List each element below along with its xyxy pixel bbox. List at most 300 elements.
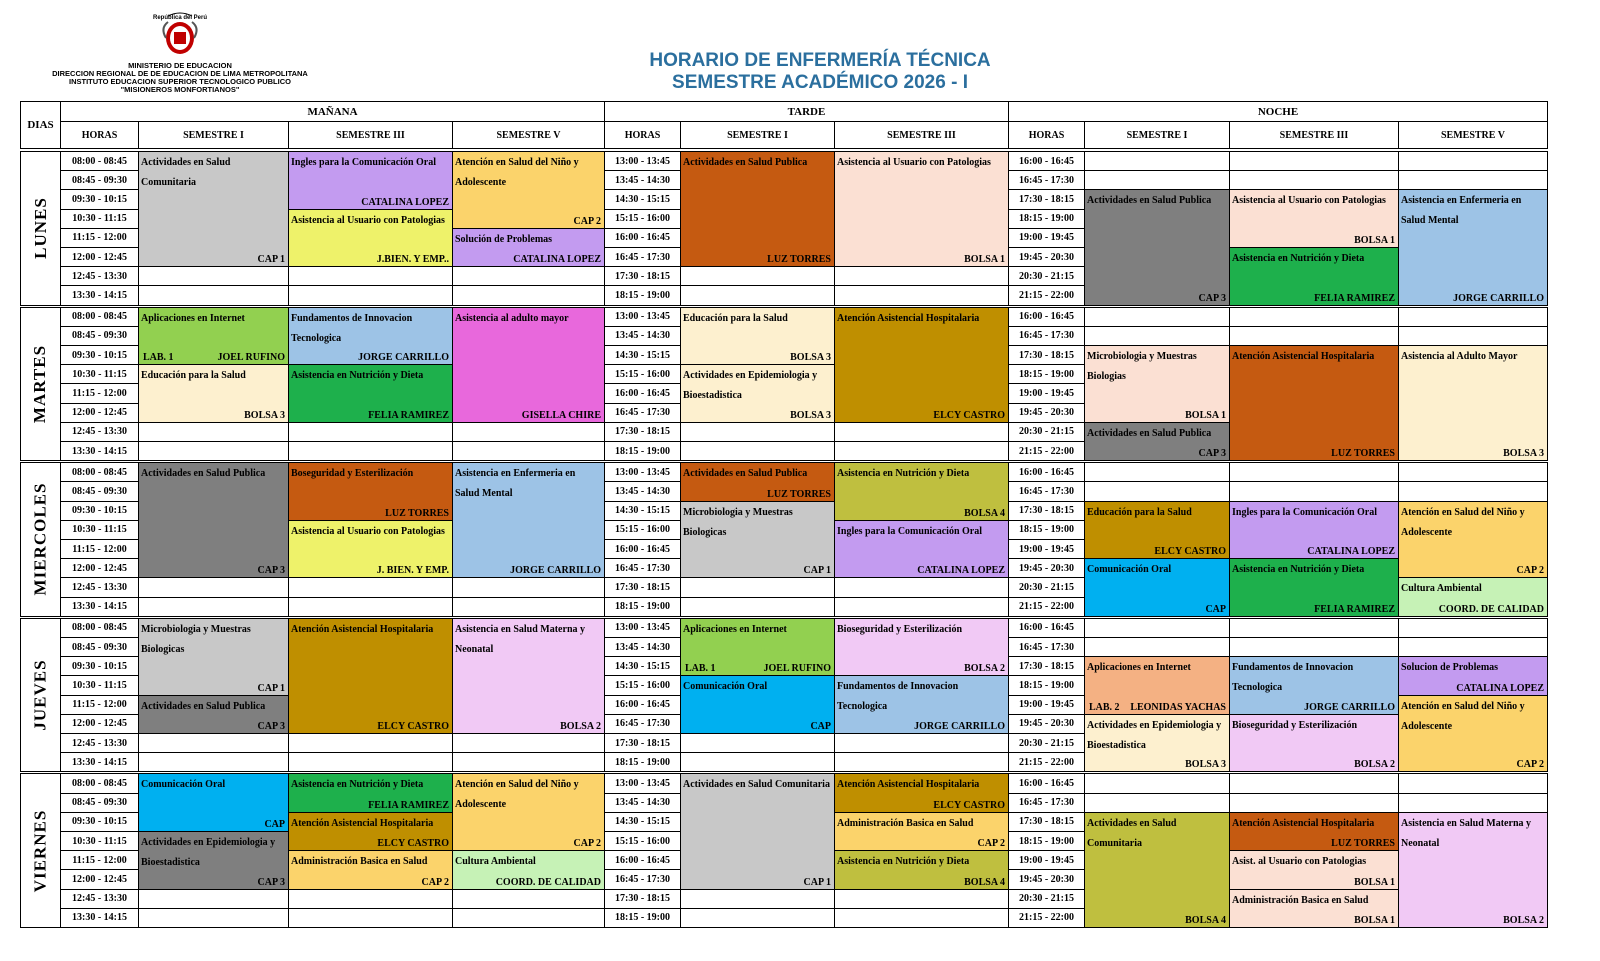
- course-block[interactable]: [452, 618, 605, 734]
- column-header-label: HORAS: [1028, 129, 1065, 141]
- empty-slot: [1084, 307, 1230, 327]
- course-block[interactable]: [1398, 695, 1548, 773]
- shift-label: TARDE: [787, 105, 826, 118]
- hour-cell: [604, 773, 681, 793]
- hour-label: 16:45 - 17:30: [1019, 174, 1074, 186]
- course-block[interactable]: [1398, 656, 1548, 695]
- course-name: Ingles para la Comunicación Oral: [1232, 506, 1378, 518]
- hour-cell: [604, 501, 681, 521]
- course-teacher: CATALINA LOPEZ: [1307, 546, 1395, 558]
- empty-slot: [1398, 793, 1548, 813]
- hour-label: 17:30 - 18:15: [1019, 816, 1074, 828]
- course-name: Asistencia al Usuario con Patologias: [291, 214, 445, 226]
- hour-cell: [1008, 520, 1085, 540]
- hour-cell: [60, 637, 139, 657]
- hour-label: 21:15 - 22:00: [1019, 445, 1074, 457]
- hour-label: 14:30 - 15:15: [615, 816, 670, 828]
- course-block[interactable]: [138, 364, 289, 423]
- hour-label: 09:30 - 10:15: [72, 816, 127, 828]
- empty-slot: [452, 597, 605, 617]
- empty-slot: [1229, 793, 1399, 813]
- course-block[interactable]: [288, 364, 453, 423]
- hour-label: 12:45 - 13:30: [72, 893, 127, 905]
- hour-cell: [604, 422, 681, 442]
- course-block[interactable]: [834, 618, 1009, 677]
- hour-cell: [1008, 539, 1085, 559]
- course-name: Asist. al Usuario con Patologias: [1232, 856, 1367, 868]
- hour-label: 20:30 - 21:15: [1019, 426, 1074, 438]
- course-name: Atención en Salud del Niño y Adolescente: [1401, 506, 1525, 538]
- course-teacher: BOLSA 3: [1185, 759, 1226, 771]
- course-name: Actividades en Epidemiologia y Bioestadistica: [141, 837, 276, 868]
- hour-cell: [604, 383, 681, 403]
- hour-label: 08:45 - 09:30: [72, 174, 127, 186]
- empty-slot: [680, 597, 835, 617]
- hour-label: 15:15 - 16:00: [615, 213, 670, 225]
- course-teacher: BOLSA 1: [1354, 234, 1395, 246]
- course-block[interactable]: [138, 695, 289, 734]
- course-teacher: CATALINA LOPEZ: [1456, 682, 1544, 694]
- hour-label: 16:45 - 17:30: [615, 873, 670, 885]
- course-block[interactable]: [288, 812, 453, 851]
- course-block[interactable]: [1084, 812, 1230, 928]
- hour-cell: [604, 247, 681, 267]
- course-name: Actividades en Salud Publica: [1087, 427, 1212, 439]
- hour-cell: [60, 228, 139, 248]
- course-block[interactable]: [1229, 812, 1399, 851]
- hour-label: 19:45 - 20:30: [1019, 407, 1074, 419]
- day-label-lunes: [20, 151, 61, 306]
- hour-cell: [604, 558, 681, 578]
- course-block[interactable]: [288, 462, 453, 521]
- hour-cell: [604, 908, 681, 928]
- empty-slot: [1084, 618, 1230, 638]
- course-name: Comunicación Oral: [1087, 564, 1172, 576]
- empty-slot: [1084, 637, 1230, 657]
- hour-cell: [60, 618, 139, 638]
- hour-label: 14:30 - 15:15: [615, 193, 670, 205]
- course-teacher: LUZ TORRES: [1331, 448, 1395, 460]
- course-block[interactable]: [834, 151, 1009, 267]
- empty-slot: [452, 577, 605, 597]
- course-name: Microbiologia y Muestras Biologicas: [141, 623, 251, 655]
- hour-label: 19:45 - 20:30: [1019, 562, 1074, 574]
- hour-label: 16:00 - 16:45: [1019, 622, 1074, 634]
- hour-label: 15:15 - 16:00: [615, 679, 670, 691]
- course-block[interactable]: [834, 773, 1009, 812]
- hour-cell: [1008, 773, 1085, 793]
- hour-cell: [1008, 247, 1085, 267]
- hour-label: 18:15 - 19:00: [1019, 679, 1074, 691]
- empty-slot: [1398, 307, 1548, 327]
- republic-label: República del Perú: [152, 15, 207, 21]
- empty-slot: [680, 577, 835, 597]
- hour-cell: [1008, 151, 1085, 171]
- hour-cell: [1008, 714, 1085, 734]
- hour-label: 11:15 - 12:00: [72, 232, 127, 244]
- course-block[interactable]: [138, 618, 289, 696]
- empty-slot: [680, 889, 835, 909]
- empty-slot: [138, 441, 289, 461]
- hour-label: 14:30 - 15:15: [615, 660, 670, 672]
- course-name: Asistencia en Enfermeria en Salud Mental: [1401, 195, 1522, 227]
- hour-cell: [604, 364, 681, 384]
- course-block[interactable]: [138, 462, 289, 578]
- course-block[interactable]: [1229, 345, 1399, 461]
- empty-slot: [452, 908, 605, 928]
- hour-cell: [60, 403, 139, 423]
- hour-cell: [60, 326, 139, 346]
- hour-label: 18:15 - 19:00: [1019, 213, 1074, 225]
- hour-label: 17:30 - 18:15: [615, 270, 670, 282]
- course-block[interactable]: [452, 228, 605, 267]
- course-block[interactable]: [288, 307, 453, 366]
- hour-cell: [1008, 733, 1085, 753]
- course-block[interactable]: [452, 307, 605, 423]
- empty-slot: [1398, 637, 1548, 657]
- course-block[interactable]: [138, 307, 289, 366]
- course-teacher: BOLSA 4: [1185, 914, 1226, 926]
- hour-cell: [604, 228, 681, 248]
- hour-cell: [60, 209, 139, 229]
- course-teacher: BOLSA 3: [790, 352, 831, 364]
- course-name: Asistencia en Enfermeria en Salud Mental: [455, 468, 576, 500]
- empty-slot: [288, 441, 453, 461]
- hour-cell: [60, 597, 139, 617]
- course-name: Actividades en Salud Publica: [141, 700, 266, 712]
- hour-cell: [604, 675, 681, 695]
- course-block[interactable]: [834, 675, 1009, 734]
- course-block[interactable]: [1398, 501, 1548, 579]
- hour-cell: [604, 520, 681, 540]
- course-teacher: BOLSA 1: [1185, 409, 1226, 421]
- course-block[interactable]: [288, 520, 453, 579]
- course-block[interactable]: [288, 850, 453, 889]
- empty-slot: [1229, 462, 1399, 482]
- course-teacher: CAP 1: [257, 682, 285, 694]
- course-block[interactable]: [1084, 558, 1230, 617]
- course-block[interactable]: [1398, 812, 1548, 928]
- course-name: Atención Asistencial Hospitalaria: [837, 779, 980, 791]
- course-name: Comunicación Oral: [141, 779, 226, 791]
- hour-cell: [60, 812, 139, 832]
- hour-label: 10:30 - 11:15: [72, 524, 127, 536]
- hour-cell: [60, 793, 139, 813]
- empty-slot: [452, 889, 605, 909]
- column-header-label: HORAS: [624, 129, 661, 141]
- course-block[interactable]: [680, 462, 835, 501]
- course-block[interactable]: [680, 307, 835, 366]
- course-block[interactable]: [1229, 558, 1399, 617]
- hour-cell: [1008, 326, 1085, 346]
- hour-cell: [604, 189, 681, 209]
- column-header-label: SEMESTRE V: [496, 129, 561, 141]
- hour-label: 18:15 - 19:00: [615, 445, 670, 457]
- hour-label: 13:00 - 13:45: [615, 622, 670, 634]
- hour-label: 19:00 - 19:45: [1019, 387, 1074, 399]
- course-teacher: BOLSA 4: [964, 876, 1005, 888]
- hour-label: 12:45 - 13:30: [72, 426, 127, 438]
- course-block[interactable]: [288, 151, 453, 210]
- hour-label: 18:15 - 19:00: [615, 601, 670, 613]
- course-name: Solución de Problemas: [455, 233, 553, 245]
- course-teacher: LUZ TORRES: [767, 254, 831, 266]
- course-block[interactable]: [680, 501, 835, 579]
- dias-header: [20, 101, 61, 149]
- course-block[interactable]: [680, 773, 835, 889]
- course-name: Asistencia al Usuario con Patologias: [1232, 195, 1386, 207]
- empty-slot: [138, 266, 289, 286]
- course-block[interactable]: [680, 618, 835, 677]
- course-name: Microbiologia y Muestras Biologicas: [683, 506, 793, 538]
- course-block[interactable]: [1084, 714, 1230, 773]
- course-block[interactable]: [834, 812, 1009, 851]
- empty-slot: [138, 733, 289, 753]
- hour-label: 08:45 - 09:30: [72, 330, 127, 342]
- course-name: Administración Basica en Salud: [837, 817, 974, 829]
- empty-slot: [138, 577, 289, 597]
- empty-slot: [288, 752, 453, 772]
- column-header-label: SEMESTRE I: [1126, 129, 1188, 141]
- hour-cell: [604, 850, 681, 870]
- course-name: Aplicaciones en Internet: [683, 623, 787, 635]
- column-header: [834, 121, 1009, 149]
- hour-label: 08:00 - 08:45: [72, 155, 127, 167]
- column-header: [1229, 121, 1399, 149]
- course-block[interactable]: [288, 618, 453, 734]
- hour-cell: [60, 170, 139, 190]
- course-name: Atención Asistencial Hospitalaria: [1232, 817, 1375, 829]
- column-header-label: SEMESTRE III: [1279, 129, 1349, 141]
- course-name: Microbiologia y Muestras Biologias: [1087, 351, 1197, 382]
- empty-slot: [834, 752, 1009, 772]
- course-name: Actividades en Epidemiologia y Bioestadistica: [683, 370, 818, 402]
- hour-label: 09:30 - 10:15: [72, 349, 127, 361]
- hour-cell: [60, 345, 139, 365]
- course-block[interactable]: [1229, 247, 1399, 306]
- hour-label: 08:45 - 09:30: [72, 641, 127, 653]
- empty-slot: [288, 577, 453, 597]
- course-teacher: BOLSA 3: [1503, 448, 1544, 460]
- hour-cell: [604, 869, 681, 889]
- empty-slot: [1398, 462, 1548, 482]
- course-name: Atención Asistencial Hospitalaria: [837, 312, 980, 324]
- course-block[interactable]: [1229, 889, 1399, 928]
- course-teacher: CAP 3: [257, 565, 285, 577]
- course-name: Actividades en Salud Publica: [1087, 195, 1212, 207]
- course-teacher: J.BIEN. Y EMP..: [376, 254, 449, 266]
- hour-cell: [604, 733, 681, 753]
- empty-slot: [680, 908, 835, 928]
- course-block[interactable]: [834, 462, 1009, 521]
- course-teacher: CAP 3: [257, 876, 285, 888]
- hour-cell: [1008, 345, 1085, 365]
- course-name: Actividades en Salud Comunitaria: [141, 157, 231, 188]
- course-teacher: CAP 3: [1198, 448, 1226, 460]
- hour-label: 10:30 - 11:15: [72, 213, 127, 225]
- hour-cell: [604, 597, 681, 617]
- hour-label: 12:00 - 12:45: [72, 407, 127, 419]
- empty-slot: [1084, 151, 1230, 171]
- hour-label: 11:15 - 12:00: [72, 854, 127, 866]
- empty-slot: [1084, 481, 1230, 501]
- hour-label: 20:30 - 21:15: [1019, 737, 1074, 749]
- hour-cell: [1008, 675, 1085, 695]
- hour-cell: [604, 266, 681, 286]
- hour-label: 17:30 - 18:15: [1019, 193, 1074, 205]
- hour-label: 08:45 - 09:30: [72, 797, 127, 809]
- course-teacher: CAP 2: [977, 838, 1005, 850]
- course-block[interactable]: [452, 850, 605, 889]
- hour-cell: [1008, 793, 1085, 813]
- hour-label: 13:30 - 14:15: [72, 445, 127, 457]
- shift-header: [60, 101, 605, 122]
- hour-cell: [1008, 908, 1085, 928]
- hour-cell: [1008, 266, 1085, 286]
- course-block[interactable]: [138, 151, 289, 267]
- hour-cell: [604, 793, 681, 813]
- day-name: MIERCOLES: [30, 483, 50, 596]
- course-block[interactable]: [1084, 422, 1230, 461]
- course-name: Bioseguridad y Esterilización: [837, 623, 962, 635]
- course-block[interactable]: [138, 831, 289, 890]
- hour-cell: [60, 501, 139, 521]
- column-header: [138, 121, 289, 149]
- hour-label: 12:00 - 12:45: [72, 251, 127, 263]
- course-teacher: LEONIDAS YACHAS: [1130, 701, 1226, 713]
- course-block[interactable]: [452, 462, 605, 578]
- hour-label: 21:15 - 22:00: [1019, 756, 1074, 768]
- empty-slot: [288, 285, 453, 305]
- hour-label: 08:45 - 09:30: [72, 485, 127, 497]
- empty-slot: [834, 908, 1009, 928]
- course-block[interactable]: [680, 364, 835, 423]
- course-teacher: CATALINA LOPEZ: [361, 196, 449, 208]
- hour-cell: [1008, 441, 1085, 461]
- hour-cell: [604, 151, 681, 171]
- hour-cell: [60, 752, 139, 772]
- hour-label: 19:00 - 19:45: [1019, 854, 1074, 866]
- course-block[interactable]: [1229, 501, 1399, 560]
- course-block[interactable]: [1084, 656, 1230, 715]
- course-name: Asistencia al Adulto Mayor: [1401, 351, 1518, 362]
- hour-label: 16:45 - 17:30: [615, 718, 670, 730]
- course-block[interactable]: [452, 151, 605, 229]
- course-name: Actividades en Salud Publica: [683, 468, 808, 480]
- course-teacher: JORGE CARRILLO: [1453, 292, 1544, 304]
- hour-label: 09:30 - 10:15: [72, 193, 127, 205]
- column-header: [604, 121, 681, 149]
- course-block[interactable]: [834, 307, 1009, 423]
- hour-cell: [604, 481, 681, 501]
- course-block[interactable]: [1229, 714, 1399, 773]
- empty-slot: [452, 441, 605, 461]
- hour-label: 13:30 - 14:15: [72, 912, 127, 924]
- course-teacher: JORGE CARRILLO: [358, 352, 449, 364]
- course-block[interactable]: [1398, 189, 1548, 305]
- course-teacher: BOLSA 2: [1503, 914, 1544, 926]
- hour-cell: [1008, 597, 1085, 617]
- course-teacher: JORGE CARRILLO: [914, 720, 1005, 732]
- empty-slot: [1398, 326, 1548, 346]
- hour-cell: [604, 403, 681, 423]
- column-header-label: SEMESTRE I: [727, 129, 788, 141]
- course-block[interactable]: [452, 773, 605, 851]
- course-block[interactable]: [680, 675, 835, 734]
- hour-cell: [1008, 831, 1085, 851]
- course-teacher: JOEL RUFINO: [217, 352, 285, 364]
- hour-label: 11:15 - 12:00: [72, 387, 127, 399]
- course-lab: LAB. 1: [143, 352, 174, 364]
- hour-label: 13:00 - 13:45: [615, 777, 670, 789]
- course-block[interactable]: [138, 773, 289, 832]
- course-teacher: BOLSA 2: [560, 720, 601, 732]
- hour-cell: [60, 539, 139, 559]
- hour-label: 13:45 - 14:30: [615, 641, 670, 653]
- course-block[interactable]: [288, 209, 453, 268]
- course-block[interactable]: [834, 520, 1009, 579]
- course-name: Ingles para la Comunicación Oral: [837, 525, 983, 537]
- course-teacher: GISELLA CHIRE: [521, 409, 601, 421]
- course-name: Atención Asistencial Hospitalaria: [1232, 351, 1375, 362]
- course-block[interactable]: [1229, 656, 1399, 715]
- empty-slot: [1398, 773, 1548, 793]
- hour-cell: [1008, 656, 1085, 676]
- hour-cell: [604, 752, 681, 772]
- course-block[interactable]: [1229, 850, 1399, 889]
- institute-label: INSTITUTO EDUCACION SUPERIOR TECNOLOGICO PUBLICO: [69, 77, 291, 86]
- hour-cell: [60, 773, 139, 793]
- empty-slot: [1229, 481, 1399, 501]
- course-block[interactable]: [288, 773, 453, 812]
- empty-slot: [1398, 170, 1548, 190]
- course-block[interactable]: [1398, 577, 1548, 616]
- hour-label: 18:15 - 19:00: [615, 912, 670, 924]
- hour-cell: [604, 695, 681, 715]
- course-teacher: COORD. DE CALIDAD: [1438, 603, 1544, 615]
- column-header-label: SEMESTRE III: [336, 129, 405, 141]
- hour-cell: [60, 481, 139, 501]
- empty-slot: [288, 908, 453, 928]
- hour-cell: [604, 209, 681, 229]
- course-block[interactable]: [1084, 189, 1230, 305]
- hour-label: 12:45 - 13:30: [72, 581, 127, 593]
- empty-slot: [288, 597, 453, 617]
- hour-label: 16:00 - 16:45: [615, 699, 670, 711]
- course-block[interactable]: [1229, 189, 1399, 248]
- course-block[interactable]: [1084, 501, 1230, 560]
- course-block[interactable]: [680, 151, 835, 267]
- hour-cell: [60, 285, 139, 305]
- course-block[interactable]: [834, 850, 1009, 889]
- hour-cell: [1008, 462, 1085, 482]
- empty-slot: [680, 441, 835, 461]
- course-block[interactable]: [1398, 345, 1548, 461]
- course-block[interactable]: [1084, 345, 1230, 423]
- hour-cell: [1008, 577, 1085, 597]
- course-name: Actividades en Epidemiologia y Bioestadistica: [1087, 719, 1222, 751]
- hour-cell: [60, 189, 139, 209]
- title-line-1: HORARIO DE ENFERMERÍA TÉCNICA: [649, 50, 991, 71]
- column-header: [680, 121, 835, 149]
- hour-cell: [604, 637, 681, 657]
- empty-slot: [138, 908, 289, 928]
- empty-slot: [834, 285, 1009, 305]
- hour-cell: [1008, 285, 1085, 305]
- hour-label: 16:45 - 17:30: [615, 562, 670, 574]
- hour-cell: [1008, 307, 1085, 327]
- column-header: [60, 121, 139, 149]
